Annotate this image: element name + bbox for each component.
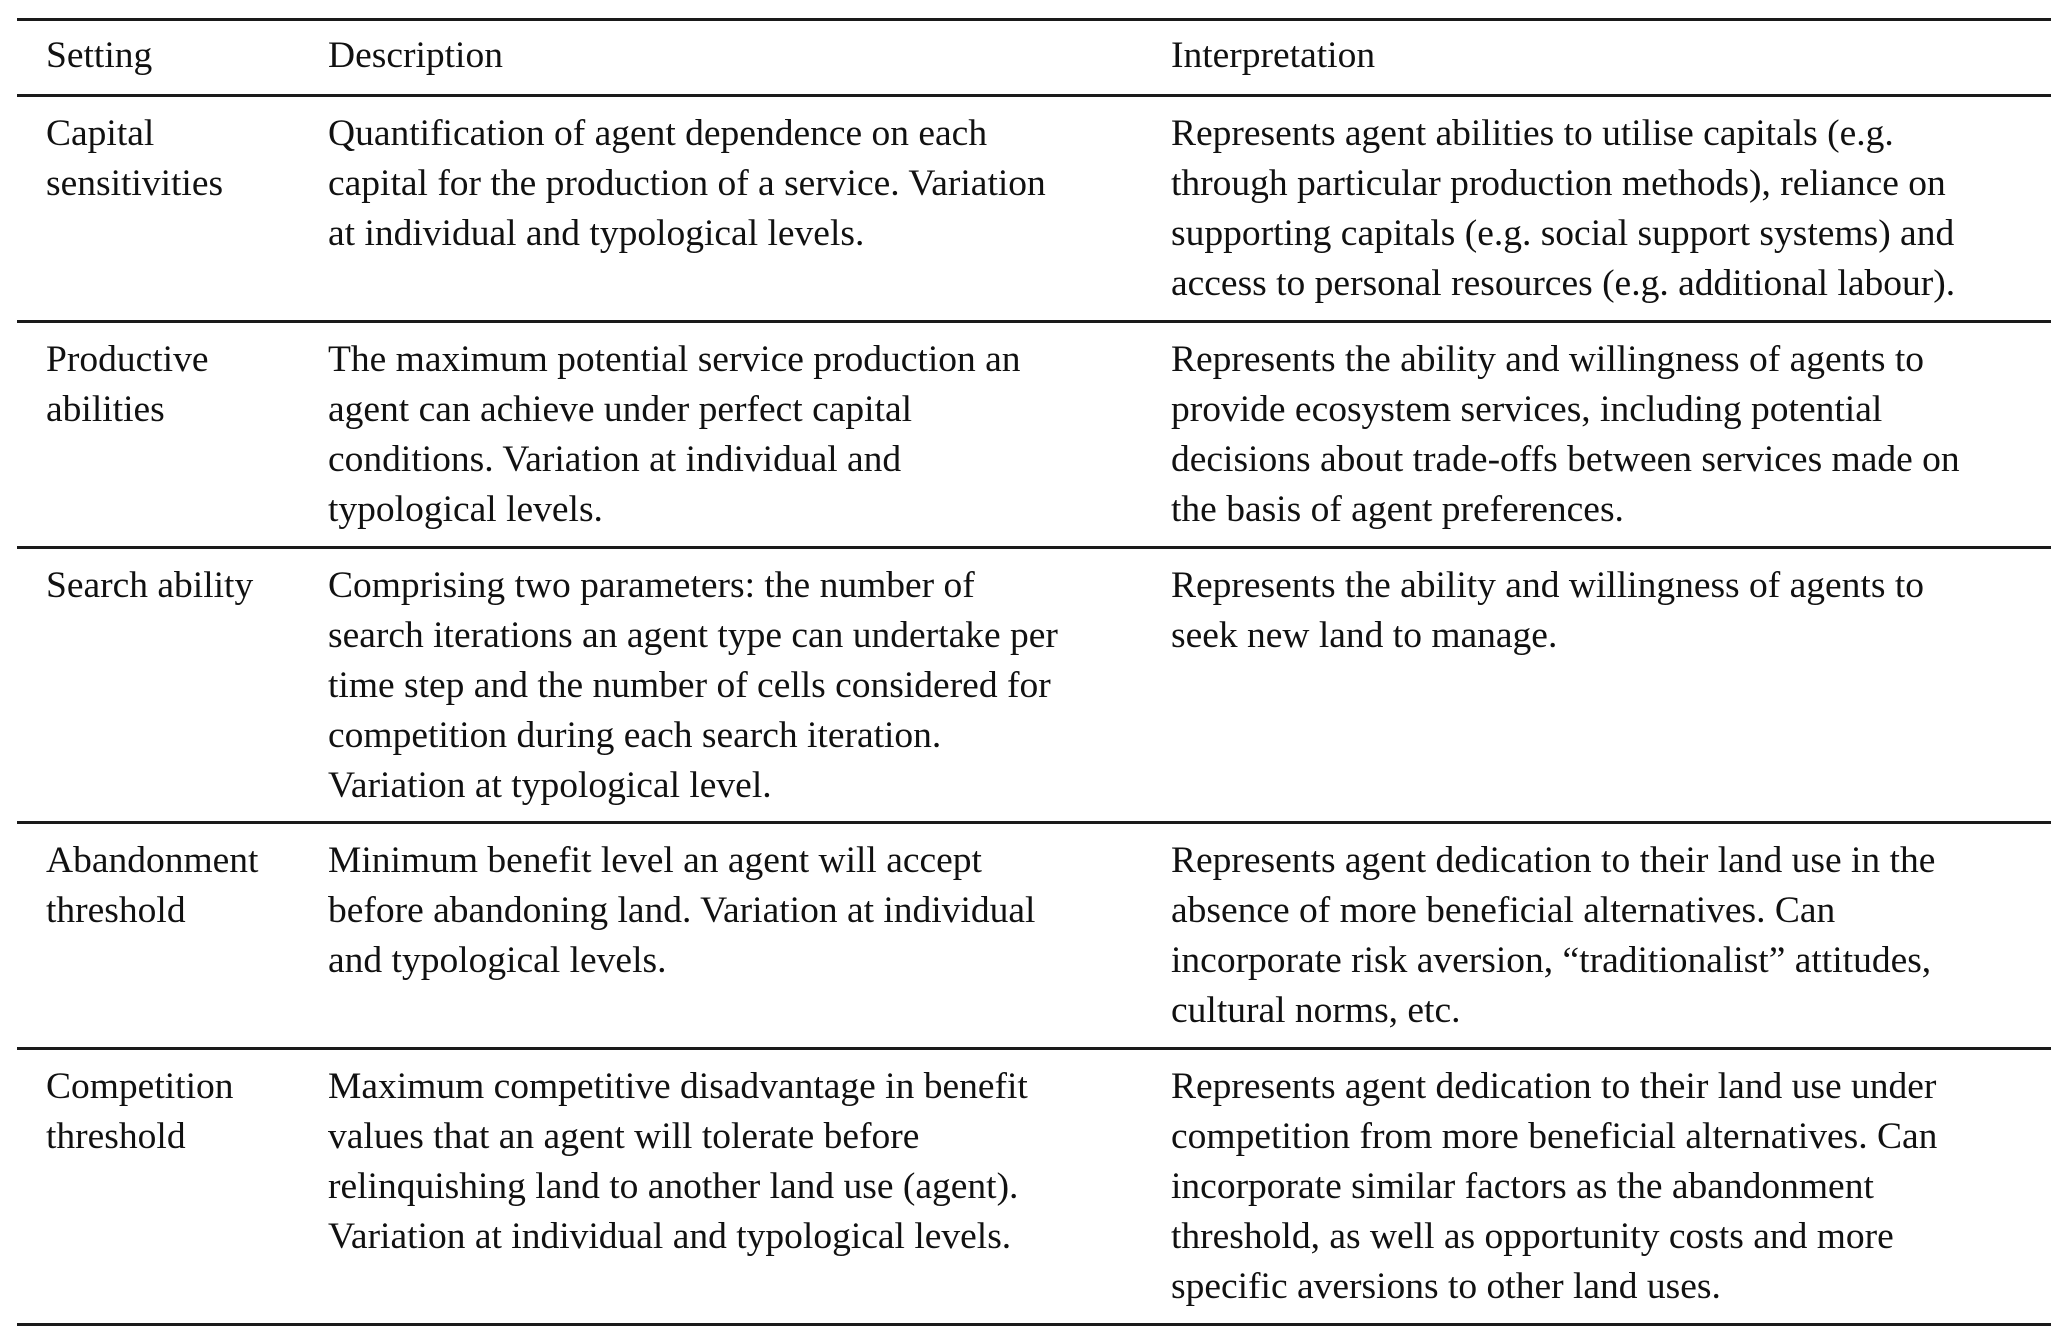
interpretation-line: absence of more beneficial alternatives. Can xyxy=(1171,890,1836,931)
description-line: The maximum potential service production an xyxy=(328,339,1021,380)
setting-line: Competition xyxy=(46,1066,234,1107)
table-row xyxy=(17,323,2051,546)
setting-line: Abandonment xyxy=(46,840,259,881)
interpretation-line: specific aversions to other land uses. xyxy=(1171,1266,1721,1307)
description-line: search iterations an agent type can undertake per xyxy=(328,615,1058,656)
description-line: Maximum competitive disadvantage in benefit xyxy=(328,1066,1028,1107)
setting-line: Productive xyxy=(46,339,209,380)
description-cell xyxy=(328,335,1021,535)
interpretation-line: through particular production methods), reliance on xyxy=(1171,163,1946,204)
setting-line: sensitivities xyxy=(46,163,224,204)
interpretation-line: incorporate similar factors as the abandonment xyxy=(1171,1166,1874,1207)
description-cell xyxy=(328,1062,1028,1262)
table-row xyxy=(17,824,2051,1047)
header-description: Description xyxy=(328,35,503,76)
interpretation-line: competition from more beneficial alternatives. Can xyxy=(1171,1116,1938,1157)
description-line: Variation at typological level. xyxy=(328,765,772,806)
interpretation-line: decisions about trade-offs between services made on xyxy=(1171,439,1960,480)
setting-cell xyxy=(46,561,253,611)
description-line: and typological levels. xyxy=(328,940,667,981)
setting-line: Search ability xyxy=(46,565,254,606)
description-line: typological levels. xyxy=(328,489,603,530)
header-setting: Setting xyxy=(46,35,153,76)
interpretation-line: access to personal resources (e.g. additional labour). xyxy=(1171,263,1956,304)
interpretation-line: Represents the ability and willingness of agents to xyxy=(1171,339,1924,380)
interpretation-cell xyxy=(1171,561,1924,661)
interpretation-line: Represents agent abilities to utilise capitals (e.g. xyxy=(1171,113,1894,154)
description-line: relinquishing land to another land use (agent). xyxy=(328,1166,1019,1207)
settings-table xyxy=(17,18,2051,1326)
interpretation-line: the basis of agent preferences. xyxy=(1171,489,1624,530)
interpretation-line: Represents agent dedication to their land use in the xyxy=(1171,840,1936,881)
setting-line: Capital xyxy=(46,113,155,154)
description-cell xyxy=(328,561,1058,811)
interpretation-line: provide ecosystem services, including potential xyxy=(1171,389,1883,430)
table-header-row xyxy=(17,21,2051,94)
description-line: time step and the number of cells considered for xyxy=(328,665,1051,706)
setting-line: threshold xyxy=(46,1116,186,1157)
interpretation-line: cultural norms, etc. xyxy=(1171,990,1461,1031)
setting-cell xyxy=(46,1062,234,1162)
description-line: Variation at individual and typological levels. xyxy=(328,1216,1012,1257)
description-cell xyxy=(328,836,1035,986)
interpretation-cell xyxy=(1171,335,1960,535)
description-line: Comprising two parameters: the number of xyxy=(328,565,975,606)
setting-line: abilities xyxy=(46,389,165,430)
interpretation-line: seek new land to manage. xyxy=(1171,615,1558,656)
setting-cell xyxy=(46,109,223,209)
setting-cell xyxy=(46,836,258,936)
description-line: Quantification of agent dependence on each xyxy=(328,113,988,154)
interpretation-cell xyxy=(1171,1062,1937,1312)
interpretation-line: supporting capitals (e.g. social support systems) and xyxy=(1171,213,1955,254)
interpretation-line: Represents the ability and willingness of agents to xyxy=(1171,565,1924,606)
description-line: at individual and typological levels. xyxy=(328,213,865,254)
table-row xyxy=(17,549,2051,821)
description-line: values that an agent will tolerate before xyxy=(328,1116,920,1157)
interpretation-cell xyxy=(1171,109,1955,309)
description-line: before abandoning land. Variation at individual xyxy=(328,890,1036,931)
interpretation-cell xyxy=(1171,836,1935,1036)
description-line: Minimum benefit level an agent will accept xyxy=(328,840,982,881)
table-row xyxy=(17,97,2051,320)
bottom-rule xyxy=(17,1323,2051,1326)
description-cell xyxy=(328,109,1046,259)
interpretation-line: incorporate risk aversion, “traditionalist” attitudes, xyxy=(1171,940,1932,981)
description-line: capital for the production of a service. Variation xyxy=(328,163,1046,204)
description-line: agent can achieve under perfect capital xyxy=(328,389,913,430)
table-row xyxy=(17,1050,2051,1323)
interpretation-line: Represents agent dedication to their land use under xyxy=(1171,1066,1937,1107)
interpretation-line: threshold, as well as opportunity costs and more xyxy=(1171,1216,1894,1257)
description-line: conditions. Variation at individual and xyxy=(328,439,902,480)
setting-cell xyxy=(46,335,208,435)
setting-line: threshold xyxy=(46,890,186,931)
description-line: competition during each search iteration. xyxy=(328,715,942,756)
header-interpretation: Interpretation xyxy=(1171,35,1376,76)
